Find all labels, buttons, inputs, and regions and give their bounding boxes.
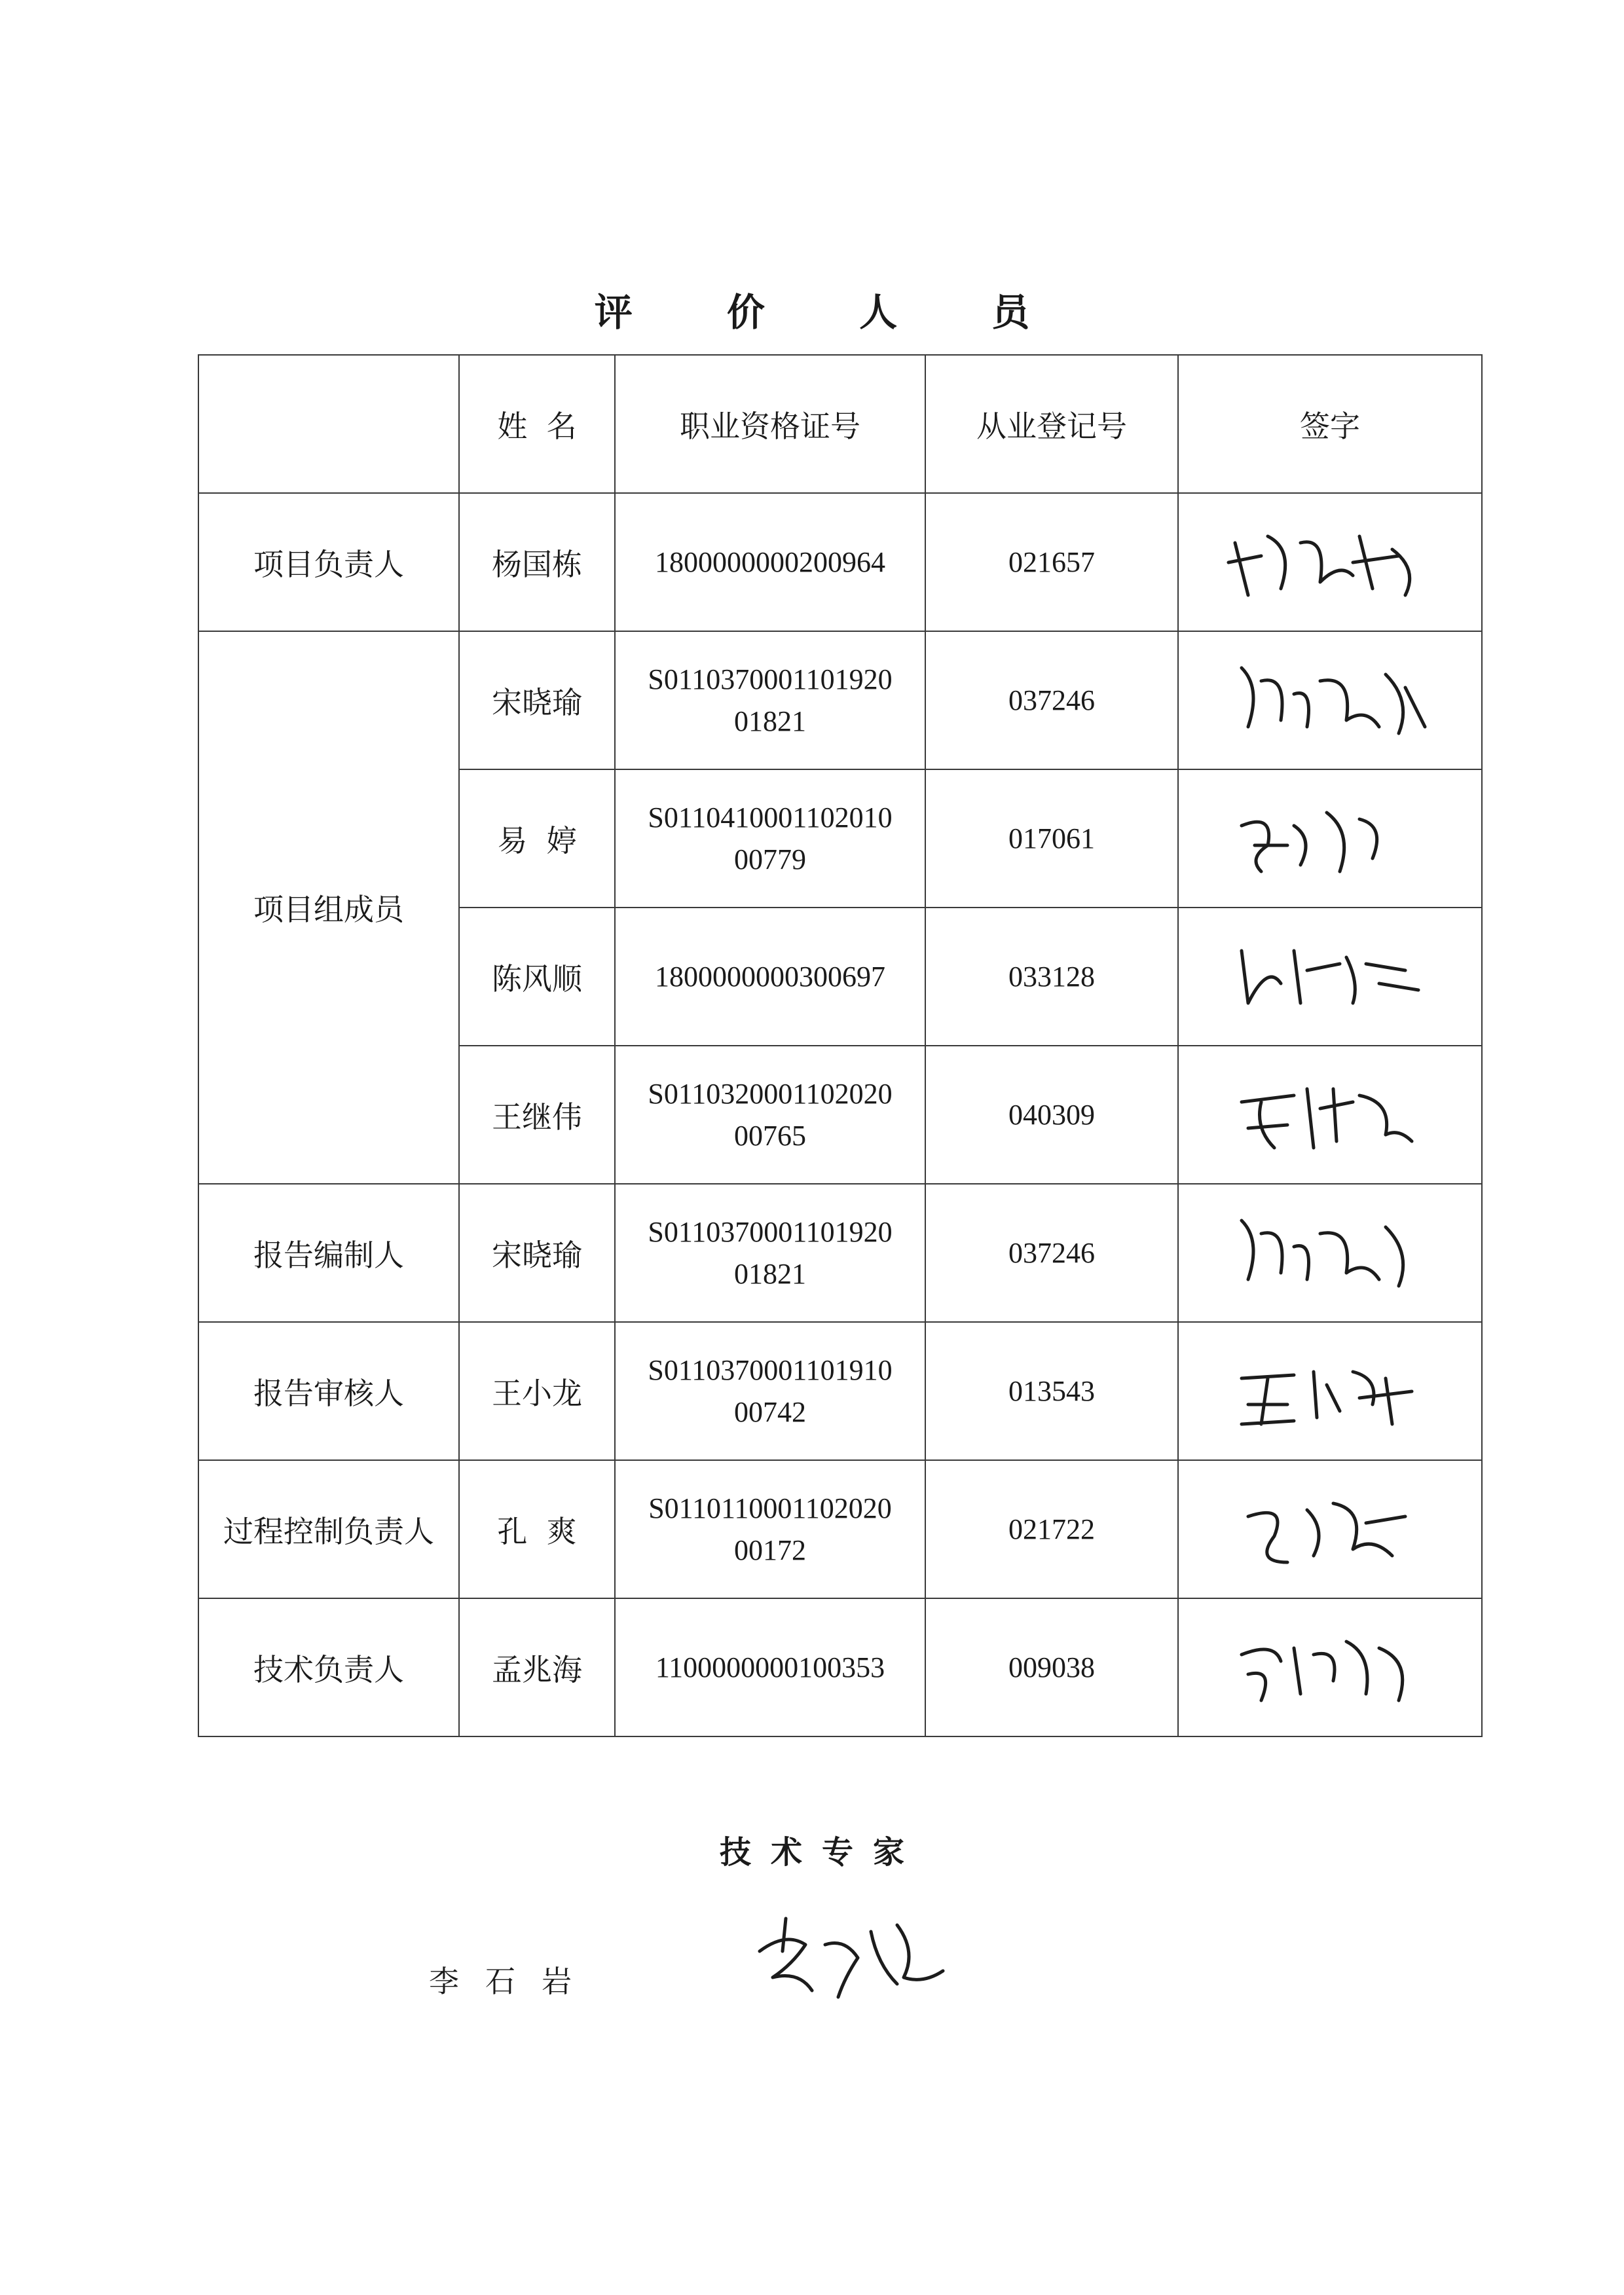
cert-line: 00765 [734, 1119, 806, 1152]
header-sign: 签字 [1178, 355, 1482, 493]
signature-stroke [1242, 1372, 1412, 1424]
signature-stroke [1242, 951, 1418, 1003]
role-cell: 过程控制负责人 [198, 1460, 459, 1598]
personnel-table [198, 354, 1483, 1737]
name-cell: 王小龙 [459, 1322, 615, 1460]
signature-cell [1178, 1046, 1482, 1184]
cert-line: 1800000000300697 [655, 960, 885, 993]
cert-line: 00779 [734, 843, 806, 875]
cert-line: S0110410001102010 [648, 801, 893, 834]
signature-stroke [1248, 1503, 1405, 1562]
cert-line: 00172 [734, 1533, 806, 1566]
role-cell: 报告审核人 [198, 1322, 459, 1460]
cert-line: S0110370001101920 [648, 663, 893, 695]
table-row [198, 1184, 1482, 1322]
personnel-table-body [198, 355, 1482, 1736]
role-cell: 项目组成员 [198, 631, 459, 1184]
signature-icon [1222, 648, 1438, 753]
reg-cell: 037246 [925, 631, 1178, 769]
signature-cell [1178, 908, 1482, 1046]
signature-icon [1222, 1615, 1438, 1720]
reg-cell: 009038 [925, 1598, 1178, 1736]
cert-cell [615, 493, 925, 631]
reg-cell: 040309 [925, 1046, 1178, 1184]
cert-line: 00742 [734, 1395, 806, 1428]
signature-stroke [1242, 1089, 1412, 1148]
cert-line: S0110110001102020 [648, 1492, 892, 1524]
signature-icon [1222, 925, 1438, 1029]
table-row [198, 1322, 1482, 1460]
cert-cell [615, 908, 925, 1046]
name-cell: 陈风顺 [459, 908, 615, 1046]
signature-cell [1178, 493, 1482, 631]
role-cell: 报告编制人 [198, 1184, 459, 1322]
cert-line: 01821 [734, 705, 806, 737]
signature-stroke [1242, 668, 1425, 733]
reg-cell: 033128 [925, 908, 1178, 1046]
signature-stroke [1242, 813, 1377, 872]
reg-cell: 021657 [925, 493, 1178, 631]
cert-line: 1800000000200964 [655, 545, 885, 578]
name-cell: 宋晓瑜 [459, 1184, 615, 1322]
signature-icon [1222, 786, 1438, 891]
expert-signature-icon [747, 1905, 956, 2013]
header-reg: 从业登记号 [925, 355, 1178, 493]
header-role [198, 355, 459, 493]
name-cell: 王继伟 [459, 1046, 615, 1184]
reg-cell: 017061 [925, 769, 1178, 908]
signature-icon [1222, 1477, 1438, 1582]
name-cell: 易 婷 [459, 769, 615, 908]
cert-line: S0110320001102020 [648, 1077, 893, 1110]
signature-cell [1178, 1460, 1482, 1598]
cert-cell [615, 1046, 925, 1184]
role-cell: 项目负责人 [198, 493, 459, 631]
reg-cell: 013543 [925, 1322, 1178, 1460]
cert-cell [615, 1322, 925, 1460]
table-row [198, 1460, 1482, 1598]
table-row [198, 1598, 1482, 1736]
header-name: 姓 名 [459, 355, 615, 493]
table-header-row [198, 355, 1482, 493]
signature-cell [1178, 769, 1482, 908]
signature-stroke [1242, 1642, 1403, 1700]
name-cell: 宋晓瑜 [459, 631, 615, 769]
reg-cell: 021722 [925, 1460, 1178, 1598]
signature-stroke [1228, 536, 1410, 595]
signature-cell [1178, 1598, 1482, 1736]
cert-cell [615, 1184, 925, 1322]
cert-cell [615, 1598, 925, 1736]
expert-name: 李石岩 [429, 1964, 598, 1999]
cert-cell [615, 769, 925, 908]
role-cell: 技术负责人 [198, 1598, 459, 1736]
signature-stroke [1242, 1221, 1403, 1286]
signature-icon [1222, 1063, 1438, 1167]
table-row [198, 493, 1482, 631]
header-cert: 职业资格证号 [615, 355, 925, 493]
signature-icon [1222, 510, 1438, 615]
signature-cell [1178, 1184, 1482, 1322]
signature-cell [1178, 631, 1482, 769]
cert-line: S0110370001101920 [648, 1215, 893, 1248]
experts-title: 技术专家 [719, 1834, 924, 1871]
cert-cell [615, 631, 925, 769]
table-row [198, 631, 1482, 769]
cert-line: S0110370001101910 [648, 1353, 893, 1386]
cert-cell [615, 1460, 925, 1598]
cert-line: 1100000000100353 [655, 1651, 885, 1683]
signature-icon [1222, 1339, 1438, 1444]
name-cell: 杨国栋 [459, 493, 615, 631]
cert-line: 01821 [734, 1257, 806, 1290]
signature-cell [1178, 1322, 1482, 1460]
name-cell: 孟兆海 [459, 1598, 615, 1736]
reg-cell: 037246 [925, 1184, 1178, 1322]
page-title: 评 价 人 员 [594, 290, 1071, 335]
name-cell: 孔 爽 [459, 1460, 615, 1598]
signature-icon [1222, 1201, 1438, 1306]
